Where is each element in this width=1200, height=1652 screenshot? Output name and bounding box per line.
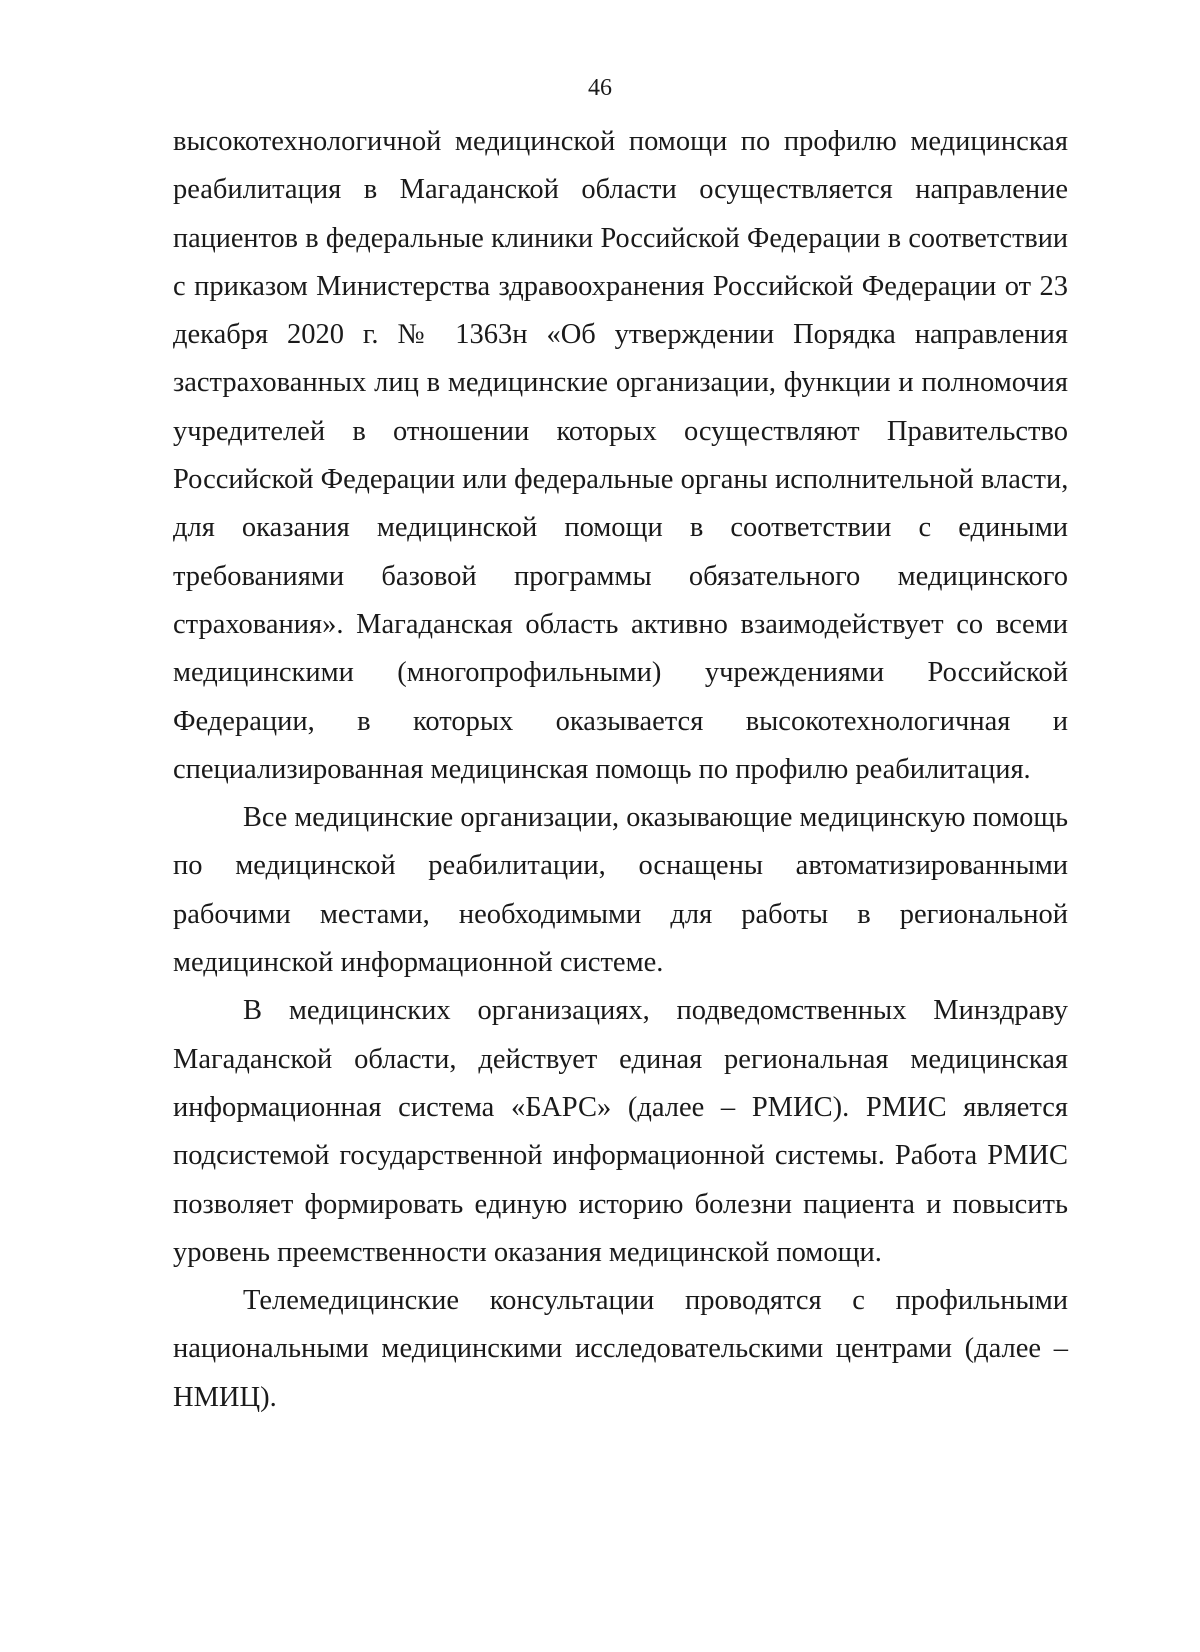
text-line: страхования». Магаданская область активно взаимодействует со всеми: [173, 608, 1068, 640]
paragraph: [173, 118, 1068, 794]
text-line: Все медицинские организации, оказывающие медицинскую помощь: [243, 802, 1068, 834]
text-line: Федерации, в которых оказывается высокотехнологичная и: [173, 705, 1068, 737]
page-number: 46: [588, 75, 612, 101]
text-line: реабилитация в Магаданской области осуществляется направление: [173, 174, 1068, 206]
text-line: декабря 2020 г. № 1363н «Об утверждении Порядка направления: [173, 319, 1068, 351]
text-line: Российской Федерации или федеральные органы исполнительной власти,: [173, 464, 1069, 496]
text-line: В медицинских организациях, подведомственных Минздраву: [243, 995, 1068, 1027]
text-line: информационная система «БАРС» (далее – РМИС). РМИС является: [173, 1091, 1068, 1123]
text-line: НМИЦ).: [173, 1381, 277, 1413]
text-line: специализированная медицинская помощь по профилю реабилитация.: [173, 753, 1031, 785]
paragraph: [173, 794, 1068, 987]
text-line: позволяет формировать единую историю болезни пациента и повысить: [173, 1188, 1068, 1220]
text-line: Телемедицинские консультации проводятся с профильными: [243, 1285, 1068, 1317]
paragraph: [173, 987, 1068, 1277]
text-line: требованиями базовой программы обязательного медицинского: [173, 560, 1068, 592]
text-line: подсистемой государственной информационной системы. Работа РМИС: [173, 1140, 1068, 1172]
text-line: медицинскими (многопрофильными) учреждениями Российской: [173, 657, 1068, 689]
text-line: Магаданской области, действует единая региональная медицинская: [173, 1043, 1068, 1075]
document-body: [173, 118, 1068, 1422]
text-line: высокотехнологичной медицинской помощи по профилю медицинская: [173, 126, 1068, 157]
text-line: для оказания медицинской помощи в соответствии с едиными: [173, 512, 1068, 544]
text-line: уровень преемственности оказания медицинской помощи.: [173, 1236, 882, 1268]
text-line: учредителей в отношении которых осуществляют Правительство: [173, 415, 1068, 447]
text-line: по медицинской реабилитации, оснащены автоматизированными: [173, 850, 1068, 882]
text-line: медицинской информационной системе.: [173, 947, 664, 979]
paragraph: [173, 1277, 1068, 1422]
text-line: с приказом Министерства здравоохранения Российской Федерации от 23: [173, 270, 1068, 302]
text-line: застрахованных лиц в медицинские организации, функции и полномочия: [173, 367, 1068, 399]
text-line: пациентов в федеральные клиники Российской Федерации в соответствии: [173, 222, 1068, 254]
text-line: рабочими местами, необходимыми для работы в региональной: [173, 898, 1068, 930]
text-line: национальными медицинскими исследовательскими центрами (далее –: [173, 1333, 1068, 1365]
